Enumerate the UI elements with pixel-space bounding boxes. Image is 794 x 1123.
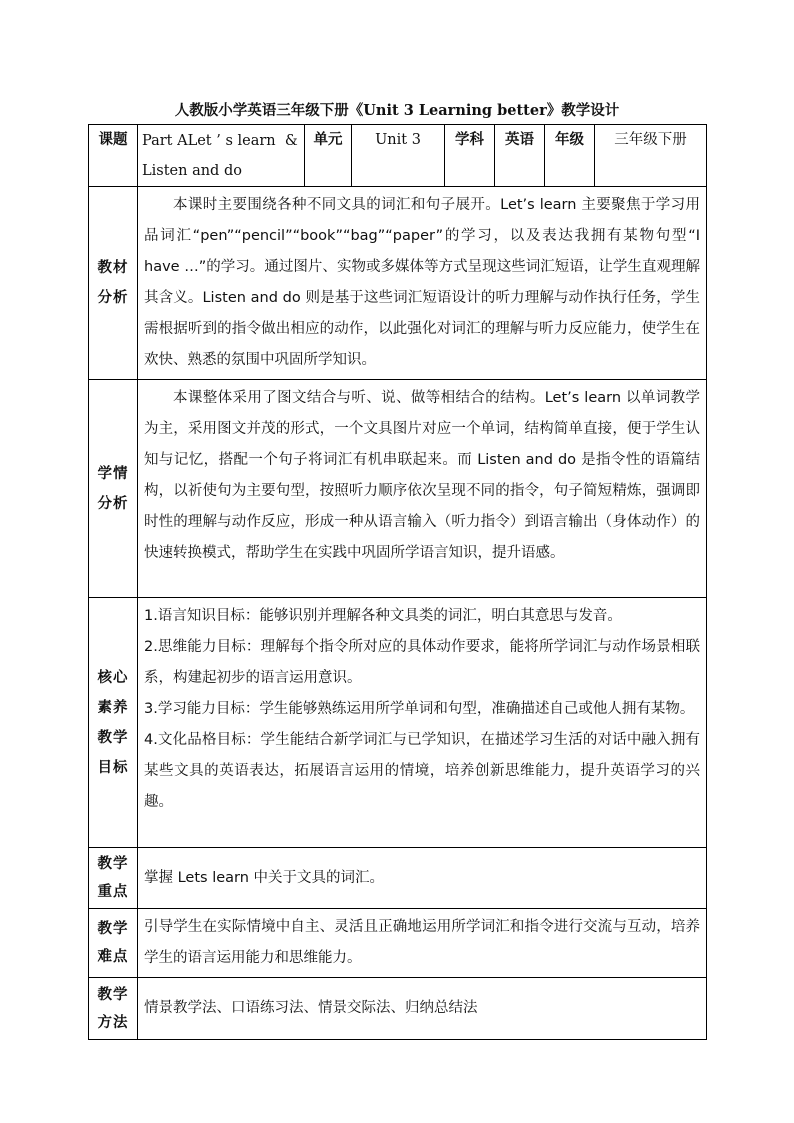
diff-label-line2: 难点 [97, 949, 129, 965]
students-label-line1: 学情 [97, 465, 129, 482]
goal-item: 4.文化品格目标：学生能结合新学词汇与已学知识，在描述学习生活的对话中融入拥有某些文具的英语表达，拓展语言运用的情境，培养创新思维能力，提升英语学习的兴趣。 [144, 732, 700, 810]
topic-value-line2: Listen and do [142, 163, 242, 179]
difficulties-text [138, 909, 707, 978]
page-title: 人教版小学英语三年级下册《Unit 3 Learning better》教学设计 [174, 102, 620, 119]
diff-label-line1: 教学 [97, 921, 129, 937]
lesson-plan-table [88, 124, 707, 1040]
methods-label [89, 978, 138, 1040]
core-goals-label [89, 598, 138, 848]
subject-value: 英语 [495, 125, 545, 187]
key-points-row [89, 848, 707, 909]
unit-label: 单元 [305, 125, 352, 187]
grade-label: 年级 [545, 125, 595, 187]
key-label-line1: 教学 [97, 856, 129, 872]
material-analysis-row [89, 187, 707, 380]
material-analysis-label [89, 187, 138, 380]
key-points-label [89, 848, 138, 909]
core-goals-text [138, 598, 707, 848]
material-paragraph: 本课时主要围绕各种不同文具的词汇和句子展开。Let’s learn 主要聚焦于学习用品词汇“pen”“pencil”“book”“bag”“paper”的学习，以及表达我拥有某物句型“I have …”的学习。通过图片、实物或多媒体等方式呈现这些词汇短语，让学生直观理解其含义。Listen and do 则是基于这些词汇短语设计的听力理解与动作执行任务，学生需根据听到的指令做出相应的动作，以此强化对词汇的理解与听力反应能力，使学生在欢快、熟悉的氛围中巩固所学知识。 [144, 197, 700, 368]
subject-label: 学科 [445, 125, 495, 187]
material-label-line2: 分析 [97, 290, 129, 306]
goals-label-char3: 教学 [97, 729, 129, 746]
goals-label-char1: 核心 [97, 669, 129, 686]
goals-label-char2: 素养 [97, 699, 129, 716]
methods-text [138, 978, 707, 1040]
student-analysis-label [89, 380, 138, 598]
methods-row [89, 978, 707, 1040]
goal-item: 3.学习能力目标：学生能够熟练运用所学单词和句型，准确描述自己或他人拥有某物。 [144, 701, 695, 717]
methods-label-line1: 教学 [97, 986, 129, 1003]
key-label-line2: 重点 [97, 884, 129, 900]
students-paragraph: 本课整体采用了图文结合与听、说、做等相结合的结构。Let’s learn 以单词教学为主，采用图文并茂的形式，一个文具图片对应一个单词，结构简单直接，便于学生认知与记忆，搭配一个句子将词汇有机串联起来。而 Listen and do 是指令性的语篇结构，以祈使句为主要句型，按照听力顺序依次呈现不同的指令，句子简短精炼，强调即时性的理解与动作反应，形成一种从语言输入（听力指令）到语言输出（身体动作）的快速转换模式，帮助学生在实践中巩固所学语言知识，提升语感。 [144, 390, 700, 561]
material-analysis-text [138, 187, 707, 380]
topic-value-line1: Part ALet ’ s learn & [142, 133, 298, 149]
goal-item: 1.语言知识目标：能够识别并理解各种文具类的词汇，明白其意思与发音。 [144, 608, 622, 624]
methods-paragraph: 情景教学法、口语练习法、情景交际法、归纳总结法 [144, 1000, 478, 1016]
difficulties-label [89, 909, 138, 978]
topic-value [138, 125, 305, 187]
difficulties-row [89, 909, 707, 978]
goals-label-char4: 目标 [97, 759, 129, 776]
difficulties-paragraph: 引导学生在实际情境中自主、灵活且正确地运用所学词汇和指令进行交流与互动，培养学生的语言运用能力和思维能力。 [144, 919, 700, 966]
key-points-text [138, 848, 707, 909]
grade-value: 三年级下册 [595, 125, 707, 187]
goal-item: 2.思维能力目标：理解每个指令所对应的具体动作要求，能将所学词汇与动作场景相联系，构建起初步的语言运用意识。 [144, 639, 700, 686]
header-row [89, 125, 707, 187]
student-analysis-text [138, 380, 707, 598]
unit-value: Unit 3 [352, 125, 445, 187]
topic-label: 课题 [89, 125, 138, 187]
material-label-line1: 教材 [97, 260, 129, 276]
student-analysis-row [89, 380, 707, 598]
core-goals-row [89, 598, 707, 848]
students-label-line2: 分析 [97, 495, 129, 512]
methods-label-line2: 方法 [97, 1014, 129, 1031]
key-points-paragraph: 掌握 Lets learn 中关于文具的词汇。 [144, 869, 385, 886]
